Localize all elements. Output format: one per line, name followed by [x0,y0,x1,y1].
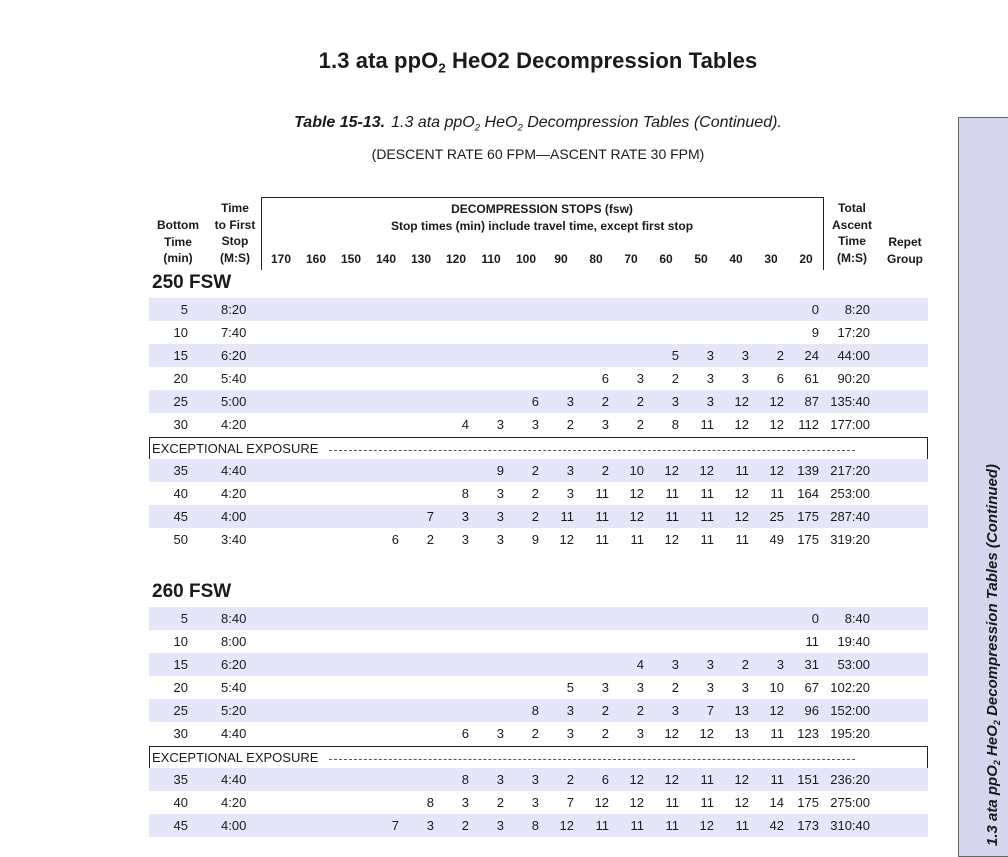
stop-depth-120: 120 [445,252,467,266]
stop-time-110: 3 [496,772,504,787]
table-row [149,367,928,390]
stop-time-70: 11 [630,818,644,833]
stop-time-60: 3 [671,394,679,409]
bottom-time-cell: 15 [173,348,188,363]
stop-time-100: 2 [531,486,539,501]
stop-time-120: 3 [461,532,469,547]
stop-time-20: 11 [805,634,819,649]
time-to-first-stop-header: Time to First Stop (M:S) [214,201,256,265]
time-to-first-stop-cell: 4:40 [221,463,247,478]
stop-time-130: 2 [426,532,434,547]
stop-time-20: 0 [811,302,819,317]
sidebar-title: 1.3 ata ppO$_2$ HeO$_2$ Decompression Tables (Continued) [984,463,1003,846]
time-to-first-stop-cell: 8:40 [221,611,247,626]
stop-time-70: 3 [636,680,644,695]
stop-time-30: 14 [769,795,784,810]
stop-time-70: 12 [629,795,644,810]
stop-time-60: 8 [671,417,679,432]
stop-time-50: 3 [706,657,714,672]
total-ascent-time-cell: 319:20 [830,532,870,547]
table-row [149,390,928,413]
table-row [149,699,928,722]
stop-time-50: 3 [706,348,714,363]
stop-time-80: 3 [601,680,609,695]
table-row [149,298,928,321]
time-to-first-stop-cell: 4:20 [221,417,247,432]
table-row [149,722,928,745]
total-ascent-time-cell: 135:40 [830,394,870,409]
stop-time-80: 2 [601,394,609,409]
stop-time-50: 3 [706,680,714,695]
dashed-rule [329,450,855,451]
stop-time-30: 12 [769,394,784,409]
bottom-time-cell: 40 [173,486,188,501]
bottom-time-cell: 10 [173,325,188,340]
stop-time-30: 25 [769,509,784,524]
stop-time-100: 3 [531,417,539,432]
stop-time-50: 7 [706,703,714,718]
time-to-first-stop-cell: 6:20 [221,348,247,363]
stop-time-60: 11 [665,509,679,524]
stop-time-110: 9 [496,463,504,478]
stop-time-120: 4 [461,417,469,432]
stop-depth-160: 160 [305,252,327,266]
depth-section-title: 260 FSW [152,581,232,602]
time-to-first-stop-cell: 8:20 [221,302,247,317]
stop-time-20: 61 [804,371,819,386]
stop-time-70: 12 [629,486,644,501]
stop-time-80: 11 [595,532,609,547]
stop-time-110: 3 [496,486,504,501]
bottom-time-cell: 5 [180,611,188,626]
repet-group-header: Repet Group [887,235,923,266]
stop-time-60: 2 [671,680,679,695]
stop-time-70: 3 [636,726,644,741]
stop-time-30: 11 [770,726,784,741]
stop-time-100: 9 [531,532,539,547]
stop-time-120: 8 [461,486,469,501]
stop-time-40: 3 [741,348,749,363]
stop-time-60: 12 [664,463,679,478]
bottom-time-cell: 35 [173,772,188,787]
stop-time-80: 11 [595,486,609,501]
stop-time-50: 3 [706,394,714,409]
stop-time-50: 11 [700,509,714,524]
decompression-stops-header: DECOMPRESSION STOPS (fsw) Stop times (min) include travel time, except first stop [390,202,694,233]
stop-time-70: 2 [636,703,644,718]
table-row [149,676,928,699]
stop-time-40: 13 [734,703,749,718]
stop-depth-30: 30 [764,252,778,266]
time-to-first-stop-cell: 4:20 [221,795,247,810]
time-to-first-stop-cell: 4:00 [221,509,247,524]
total-ascent-time-cell: 53:00 [837,657,870,672]
stop-time-140: 7 [391,818,399,833]
time-to-first-stop-cell: 8:00 [221,634,247,649]
stop-time-20: 173 [797,818,819,833]
total-ascent-time-cell: 8:20 [844,302,870,317]
stop-time-40: 12 [734,509,749,524]
stop-time-50: 12 [699,726,714,741]
stop-time-30: 12 [769,463,784,478]
stop-time-110: 2 [496,795,504,810]
stop-time-20: 9 [811,325,819,340]
table-row [149,791,928,814]
table-row [149,505,928,528]
stop-depth-70: 70 [624,252,638,266]
time-to-first-stop-cell: 4:00 [221,818,247,833]
stop-time-130: 3 [426,818,434,833]
rate-caption: (DESCENT RATE 60 FPM—ASCENT RATE 30 FPM) [371,146,705,162]
time-to-first-stop-cell: 4:20 [221,486,247,501]
bottom-time-cell: 45 [173,818,188,833]
stop-time-30: 11 [770,486,784,501]
stop-time-30: 42 [769,818,784,833]
time-to-first-stop-cell: 6:20 [221,657,247,672]
stop-depth-50: 50 [694,252,708,266]
bottom-time-header: Bottom Time (min) [157,218,199,265]
table-row [149,607,928,630]
stop-time-40: 3 [741,371,749,386]
bottom-time-cell: 30 [173,726,188,741]
stop-time-80: 12 [594,795,609,810]
stop-time-50: 12 [699,818,714,833]
stop-time-20: 175 [797,795,819,810]
stop-time-70: 11 [630,532,644,547]
stop-depth-80: 80 [589,252,603,266]
stop-time-40: 2 [741,657,749,672]
stop-time-30: 49 [769,532,784,547]
stop-time-100: 3 [531,772,539,787]
stop-time-90: 12 [559,818,574,833]
total-ascent-time-cell: 236:20 [830,772,870,787]
stop-depth-20: 20 [799,252,813,266]
stop-time-20: 87 [804,394,819,409]
stop-time-70: 10 [629,463,644,478]
total-ascent-time-cell: 8:40 [844,611,870,626]
stop-time-110: 3 [496,417,504,432]
total-ascent-time-header: Total Ascent Time (M:S) [831,201,872,265]
time-to-first-stop-cell: 5:20 [221,703,247,718]
stop-time-120: 3 [461,509,469,524]
table-row [149,344,928,367]
stop-time-40: 12 [734,486,749,501]
stop-time-60: 3 [671,703,679,718]
stop-time-90: 3 [566,394,574,409]
stop-time-130: 7 [426,509,434,524]
total-ascent-time-cell: 275:00 [830,795,870,810]
stop-time-60: 11 [665,486,679,501]
exceptional-exposure-label: EXCEPTIONAL EXPOSURE [152,750,319,765]
stop-depth-140: 140 [375,252,397,266]
stop-time-70: 3 [636,371,644,386]
stop-time-80: 2 [601,463,609,478]
stop-time-20: 31 [804,657,819,672]
bottom-time-cell: 50 [173,532,188,547]
stop-time-90: 3 [566,486,574,501]
stop-time-40: 11 [735,463,749,478]
time-to-first-stop-cell: 7:40 [221,325,247,340]
table-row [149,413,928,436]
stop-time-120: 6 [461,726,469,741]
stop-time-110: 3 [496,532,504,547]
stop-time-40: 11 [735,532,749,547]
stop-time-110: 3 [496,509,504,524]
stop-time-70: 12 [629,509,644,524]
stop-time-70: 2 [636,394,644,409]
stop-time-80: 6 [601,772,609,787]
stop-depth-110: 110 [481,252,501,266]
time-to-first-stop-cell: 4:40 [221,772,247,787]
stop-depth-170: 170 [270,252,292,266]
stop-time-90: 7 [566,795,574,810]
stop-time-20: 24 [804,348,819,363]
exceptional-exposure-label: EXCEPTIONAL EXPOSURE [152,441,319,456]
stop-time-30: 10 [769,680,784,695]
table-row [149,528,928,551]
time-to-first-stop-cell: 3:40 [221,532,247,547]
time-to-first-stop-cell: 5:40 [221,680,247,695]
total-ascent-time-cell: 19:40 [837,634,870,649]
stop-time-100: 2 [531,726,539,741]
bottom-time-cell: 45 [173,509,188,524]
bottom-time-cell: 35 [173,463,188,478]
stop-depth-60: 60 [659,252,673,266]
stop-time-90: 5 [566,680,574,695]
stop-time-60: 5 [671,348,679,363]
table-row [149,459,928,482]
stop-time-50: 3 [706,371,714,386]
table-caption: Table 15-13. 1.3 ata ppO$_2$ HeO$_2$ Decompression Tables (Continued). [294,114,782,134]
total-ascent-time-cell: 177:00 [830,417,870,432]
exceptional-exposure-divider [149,437,928,460]
stop-time-90: 3 [566,726,574,741]
total-ascent-time-cell: 253:00 [830,486,870,501]
stop-time-100: 2 [531,463,539,478]
stop-time-40: 12 [734,772,749,787]
stop-time-80: 2 [601,703,609,718]
stop-time-80: 11 [595,509,609,524]
total-ascent-time-cell: 102:20 [830,680,870,695]
stop-time-30: 12 [769,703,784,718]
table-row [149,321,928,344]
total-ascent-time-cell: 17:20 [837,325,870,340]
bottom-time-cell: 10 [173,634,188,649]
stop-time-130: 8 [426,795,434,810]
stop-time-60: 12 [664,772,679,787]
stop-time-20: 151 [797,772,819,787]
stop-time-70: 12 [629,772,644,787]
stop-time-60: 2 [671,371,679,386]
table-row [149,630,928,653]
stop-time-140: 6 [391,532,399,547]
stop-time-50: 11 [700,795,714,810]
stop-time-70: 4 [636,657,644,672]
stop-time-120: 3 [461,795,469,810]
stop-time-60: 12 [664,532,679,547]
stop-time-80: 6 [601,371,609,386]
stop-depth-100: 100 [515,252,537,266]
stop-time-20: 175 [797,532,819,547]
table-row [149,814,928,837]
stop-time-20: 67 [804,680,819,695]
bottom-time-cell: 5 [180,302,188,317]
stop-time-80: 2 [601,726,609,741]
stop-time-30: 6 [776,371,784,386]
bottom-time-cell: 30 [173,417,188,432]
stop-time-20: 139 [797,463,819,478]
total-ascent-time-cell: 90:20 [837,371,870,386]
stop-time-90: 11 [560,509,574,524]
stop-time-100: 2 [531,509,539,524]
stop-time-40: 12 [734,394,749,409]
stop-time-80: 11 [595,818,609,833]
stop-time-100: 8 [531,703,539,718]
bottom-time-cell: 40 [173,795,188,810]
table-row [149,653,928,676]
dashed-rule [329,759,855,760]
stop-time-40: 11 [735,818,749,833]
stop-time-80: 3 [601,417,609,432]
bottom-time-cell: 25 [173,394,188,409]
bottom-time-cell: 20 [173,680,188,695]
time-to-first-stop-cell: 5:00 [221,394,247,409]
stop-time-90: 3 [566,703,574,718]
stop-time-20: 164 [797,486,819,501]
stop-time-20: 0 [811,611,819,626]
stop-time-20: 175 [797,509,819,524]
stop-time-20: 96 [804,703,819,718]
total-ascent-time-cell: 217:20 [830,463,870,478]
stop-time-60: 11 [665,795,679,810]
stop-time-30: 12 [769,417,784,432]
stop-time-90: 3 [566,463,574,478]
stop-time-40: 13 [734,726,749,741]
stop-time-60: 11 [665,818,679,833]
stop-time-20: 112 [798,417,819,432]
stop-time-30: 11 [770,772,784,787]
stop-time-60: 3 [671,657,679,672]
stop-time-50: 11 [700,417,714,432]
time-to-first-stop-cell: 4:40 [221,726,247,741]
exceptional-exposure-divider [149,746,928,769]
total-ascent-time-cell: 287:40 [830,509,870,524]
stop-time-40: 12 [734,417,749,432]
stop-time-50: 11 [700,486,714,501]
stop-depth-40: 40 [729,252,743,266]
bottom-time-cell: 15 [173,657,188,672]
stop-time-110: 3 [496,818,504,833]
stop-time-20: 123 [797,726,819,741]
stop-time-120: 2 [461,818,469,833]
stop-time-100: 8 [531,818,539,833]
stop-time-90: 12 [559,532,574,547]
time-to-first-stop-cell: 5:40 [221,371,247,386]
stop-time-50: 11 [700,532,714,547]
stop-time-90: 2 [566,772,574,787]
total-ascent-time-cell: 152:00 [830,703,870,718]
stop-time-120: 8 [461,772,469,787]
table-label: Table 15-13. [294,114,386,131]
stop-time-40: 12 [734,795,749,810]
stop-time-90: 2 [566,417,574,432]
stop-time-40: 3 [741,680,749,695]
stop-time-30: 3 [776,657,784,672]
total-ascent-time-cell: 310:40 [830,818,870,833]
stop-time-100: 6 [531,394,539,409]
stop-time-50: 11 [700,772,714,787]
depth-section-title: 250 FSW [152,272,232,293]
stop-depth-150: 150 [340,252,362,266]
table-row [149,768,928,791]
table-row [149,482,928,505]
stop-depth-130: 130 [410,252,432,266]
stop-time-110: 3 [496,726,504,741]
stop-time-100: 3 [531,795,539,810]
bottom-time-cell: 20 [173,371,188,386]
total-ascent-time-cell: 44:00 [837,348,870,363]
stop-depth-90: 90 [554,252,568,266]
stop-time-50: 12 [699,463,714,478]
page-title: 1.3 ata ppO$_2$ HeO2 Decompression Tables [318,48,758,76]
stop-time-30: 2 [776,348,784,363]
stop-time-70: 2 [636,417,644,432]
bottom-time-cell: 25 [173,703,188,718]
stop-time-60: 12 [664,726,679,741]
total-ascent-time-cell: 195:20 [830,726,870,741]
